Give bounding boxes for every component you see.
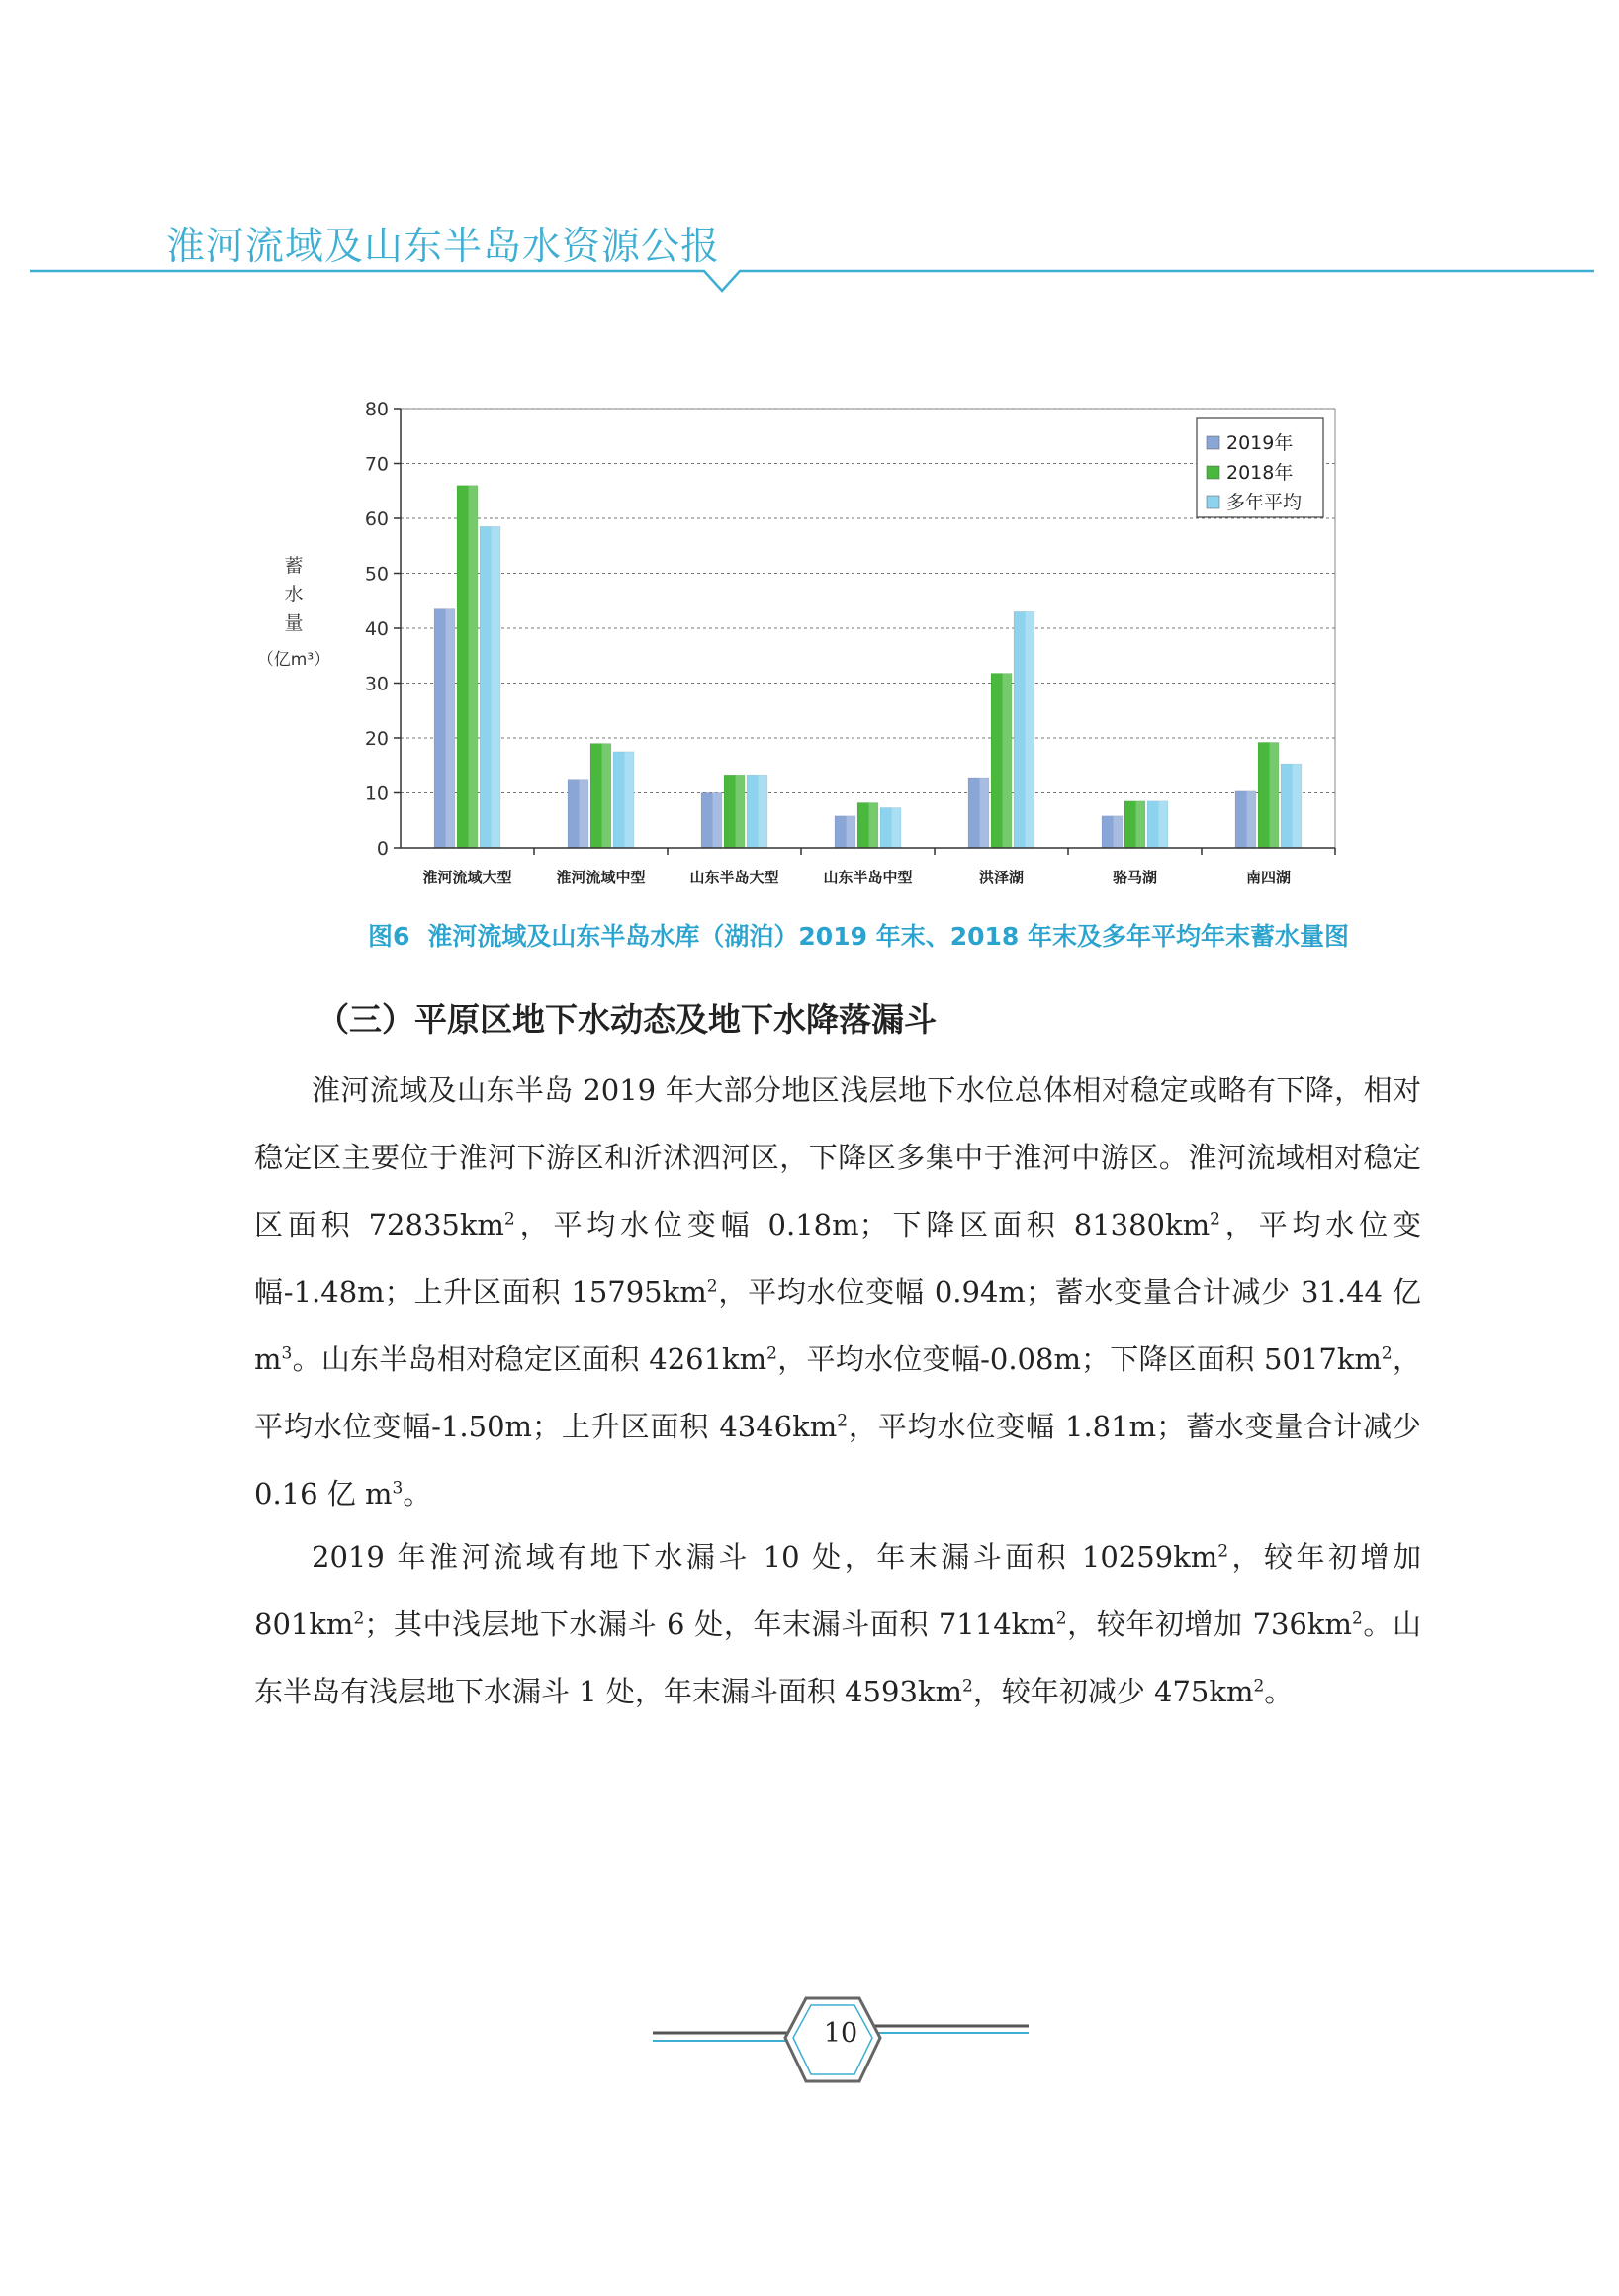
bar-highlight [446, 609, 455, 848]
y-axis-label-char-3: 量 [284, 612, 304, 634]
superscript-2: 2 [1217, 1541, 1229, 1562]
paragraph-2-text-3: ；其中浅层地下水漏斗 6 处，年末漏斗面积 7114km [364, 1607, 1056, 1641]
bar-highlight [1026, 611, 1034, 848]
superscript-2: 2 [503, 1209, 515, 1230]
chart-svg [247, 391, 1365, 895]
y-tick-label: 30 [364, 673, 389, 695]
paragraph-2-text-5: 。山东半岛有浅层地下水漏斗 1 处，年末漏斗面积 4593km [254, 1607, 1421, 1708]
figure-caption [368, 917, 1349, 953]
bar-highlight [713, 793, 722, 849]
y-tick-label: 0 [376, 838, 389, 860]
bar-highlight [602, 744, 611, 848]
bar-highlight [869, 802, 878, 848]
bar-highlight [1247, 791, 1256, 848]
bar-highlight [847, 816, 855, 848]
header-divider [0, 257, 1619, 307]
section-heading: （三）平原区地下水动态及地下水降落漏斗 [316, 1000, 937, 1039]
x-tick-label: 淮河流域中型 [556, 869, 646, 886]
paragraph-1-text-9: 。 [403, 1477, 432, 1511]
bar-highlight [1293, 764, 1302, 848]
bar-highlight [1270, 742, 1279, 848]
legend-swatch [1207, 466, 1219, 479]
paragraph-1-text-7: ，平均水位变幅-1.50m；上升区面积 4346km [254, 1342, 1421, 1443]
paragraph-1-text-4: ，平均水位变幅 0.94m；蓄水变量合计减少 31.44 亿 m [254, 1275, 1421, 1376]
legend-swatch [1207, 496, 1219, 508]
paragraph-2-text-4: ，较年初增加 736km [1066, 1607, 1352, 1641]
superscript-2: 2 [1381, 1343, 1393, 1364]
paragraph-1-text-6: ，平均水位变幅-0.08m；下降区面积 5017km [776, 1342, 1382, 1376]
y-tick-label: 60 [364, 508, 389, 530]
bar-highlight [469, 486, 478, 848]
page-number: 10 [823, 2018, 858, 2049]
paragraph-2-text-7: 。 [1264, 1675, 1294, 1708]
x-tick-label: 南四湖 [1245, 869, 1292, 886]
paragraph-1-text-1: 淮河流域及山东半岛 2019 年大部分地区浅层地下水位总体相对稳定或略有下降，相对稳定区主要位于淮河下游区和沂沭泗河区，下降区多集中于淮河中游区。淮河流域相对稳定区面积 72835km [254, 1073, 1421, 1241]
figure-number: 图6 [368, 922, 410, 951]
figure-caption-text: 淮河流域及山东半岛水库（湖泊）2019 年末、2018 年末及多年平均年末蓄水量图 [427, 922, 1349, 951]
x-tick-label: 淮河流域大型 [422, 869, 512, 886]
y-axis-label [257, 555, 330, 670]
superscript-3: 3 [281, 1343, 293, 1364]
paragraph-1-text-2: ，平均水位变幅 0.18m；下降区面积 81380km [514, 1208, 1211, 1241]
superscript-2: 2 [1253, 1676, 1265, 1697]
superscript-3: 3 [392, 1478, 404, 1499]
bar-highlight [580, 780, 588, 848]
bar-highlight [492, 526, 500, 848]
superscript-2: 2 [961, 1676, 973, 1697]
bar-highlight [1136, 801, 1145, 848]
y-axis-label-unit: （亿m³） [256, 650, 331, 670]
legend-label: 2018年 [1226, 462, 1294, 484]
paragraph-2-text-6: ，较年初减少 475km [972, 1675, 1254, 1708]
running-header-title: 淮河流域及山东半岛水资源公报 [166, 225, 721, 269]
superscript-2: 2 [1210, 1209, 1220, 1230]
x-tick-label: 山东半岛中型 [823, 869, 913, 886]
legend-label: 2019年 [1226, 432, 1294, 454]
legend-swatch [1207, 436, 1219, 449]
body-paragraph-2 [254, 1523, 1421, 1725]
bar-highlight [1114, 816, 1123, 848]
superscript-2: 2 [837, 1411, 849, 1431]
bar-highlight [980, 778, 989, 848]
x-tick-label: 洪泽湖 [978, 869, 1025, 886]
body-paragraph-1 [254, 1056, 1421, 1527]
paragraph-1-text-8: ，平均水位变幅 1.81m；蓄水变量合计减少 0.16 亿 m [254, 1410, 1421, 1511]
y-tick-label: 70 [364, 453, 389, 476]
y-tick-label: 40 [364, 618, 389, 640]
paragraph-1-text-5: 。山东半岛相对稳定区面积 4261km [292, 1342, 767, 1376]
bar-highlight [736, 775, 745, 848]
y-tick-label: 10 [364, 782, 389, 805]
paragraph-2-text-2: ，较年初增加 801km [254, 1540, 1421, 1641]
bar-highlight [759, 775, 767, 848]
superscript-2: 2 [1351, 1608, 1363, 1629]
superscript-2: 2 [706, 1276, 718, 1297]
y-axis-label-char-2: 水 [284, 584, 304, 605]
superscript-2: 2 [1055, 1608, 1067, 1629]
superscript-2: 2 [353, 1608, 365, 1629]
x-tick-label: 山东半岛大型 [689, 869, 779, 886]
bar-highlight [625, 752, 634, 848]
y-tick-label: 50 [364, 563, 389, 586]
bar-highlight [892, 807, 901, 848]
paragraph-2-text-1: 2019 年淮河流域有地下水漏斗 10 处，年末漏斗面积 10259km [312, 1540, 1218, 1574]
paragraph-1-text-3: ，平均水位变幅-1.48m；上升区面积 15795km [254, 1208, 1421, 1309]
y-tick-label: 20 [364, 728, 389, 750]
y-axis-label-char-1: 蓄 [284, 555, 304, 577]
x-tick-label: 骆马湖 [1112, 869, 1158, 886]
superscript-2: 2 [766, 1343, 777, 1364]
storage-bar-chart [247, 391, 1365, 899]
legend-label: 多年平均 [1226, 492, 1303, 513]
bar-highlight [1159, 801, 1168, 848]
bar-highlight [1003, 674, 1012, 848]
y-tick-label: 80 [364, 399, 389, 420]
